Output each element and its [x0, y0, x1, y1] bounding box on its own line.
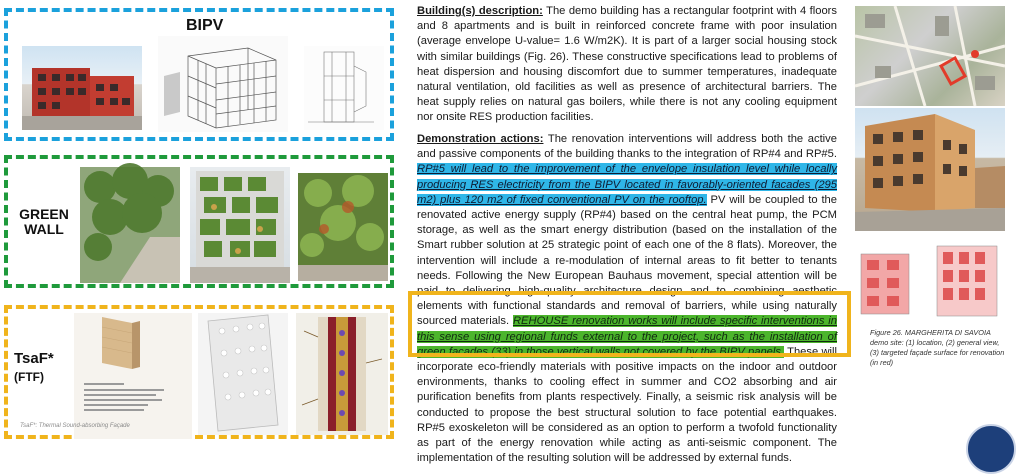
building-description-body: The demo building has a rectangular footprint with 4 floors and 8 apartments and is built in reinforced concrete frame with poor insulation (average envelope U-value= 1.6 W/m2K). It is part of a larger social housing stock with similar buildings (Fig. 26). These constructive specifications lead to problems of heat dispersion and housing discomfort due to summer temperatures, inadequate natural ventilation, old facilities as well as presence of architectural barriers. The heat supply relies on natural gas boilers, while there is not any cooling equipment nor onsite RES production facilities. [417, 5, 837, 124]
bipv-wireframe-sketch [158, 36, 288, 132]
building-description-heading: Building(s) description: [417, 5, 543, 17]
figure-26-caption: Figure 26. MARGHERITA DI SAVOIA demo site: (1) location, (2) general view, (3) targeted façade surface for renovation (in red) [870, 328, 1005, 367]
tsaf-caption: TsaF*: Thermal Sound-absorbing Façade [20, 423, 130, 429]
green-wall-title: GREEN WALL [19, 206, 69, 238]
green-wall-photo-2 [190, 167, 290, 283]
tsaf-product-sheet [74, 313, 192, 439]
building-general-view-photo [855, 108, 1005, 231]
green-wall-panel [4, 155, 394, 288]
bipv-technical-drawing [304, 46, 384, 130]
site-location-map [855, 6, 1005, 106]
demonstration-body-1: The renovation interventions will address both the active and passive components of the building thanks to the integration of RP#4 and RP#5. [417, 133, 837, 161]
tsaf-subtitle: (FTF) [14, 370, 44, 384]
organization-seal [966, 424, 1016, 474]
demonstration-body-3: These will incorporate eco-friendly materials with positive impacts on the indoor and outdoor environments, thanks to cooling effect in summer and CO2 absorbing and air purification benefits from plants respectively. Finally, a seismic risk analysis will be conducted to propose the best structural solution to face potential earthquakes. RP#5 exoskeleton will be considered as an option to perform a twofold functionality as part of the energy renovation while acting as anti-seismic component. The implementation of the resulting solution will be addressed by external funds. [417, 345, 837, 465]
demonstration-body-2: PV will be coupled to the renovated active energy supply (RP#4) based on the central heat pump, the PCM storage, as well as the smart energy distribution (based on the installation of the Smart rubber solution at 25 strategic point of each one of the 8 flats). Moreover, the intervention will include a re-modulation of internal areas to fit better to tenants needs. Following the New European Bauhaus movement, special attention will be paid to delivering high-quality architecture design and to combining aesthetic elements with functional standards and removal of barriers, while using naturally sourced materials. [417, 193, 837, 328]
tsaf-panel-render [198, 313, 288, 435]
demonstration-actions-heading: Demonstration actions: [417, 133, 544, 145]
bipv-building-photo [22, 46, 142, 130]
green-wall-photo-1 [80, 167, 180, 283]
tsaf-section-diagram [296, 313, 388, 435]
bipv-panel [4, 8, 394, 141]
tsaf-panel [4, 305, 394, 439]
tsaf-title: TsaF* [14, 350, 54, 367]
bipv-title: BIPV [186, 17, 224, 34]
green-wall-photo-3 [298, 173, 388, 281]
green-facade-highlight: REHOUSE renovation works will include specific interventions in this sense using regional funds external to the project, such as the installation of green facades (33) in those vertical walls not covered by the BIPV panels. [417, 315, 837, 358]
building-description-paragraph [417, 4, 837, 126]
green-facade-callout-box [408, 291, 851, 357]
bipv-highlight: RP#5 will lead to the improvement of the envelope insulation level while locally producing RES electricity from the BIPV located in favorably-oriented facades (295 m2) plus 120 m2 of fixed conventional PV on the rooftop. [417, 163, 837, 206]
target-facade-elevation [855, 236, 1005, 322]
